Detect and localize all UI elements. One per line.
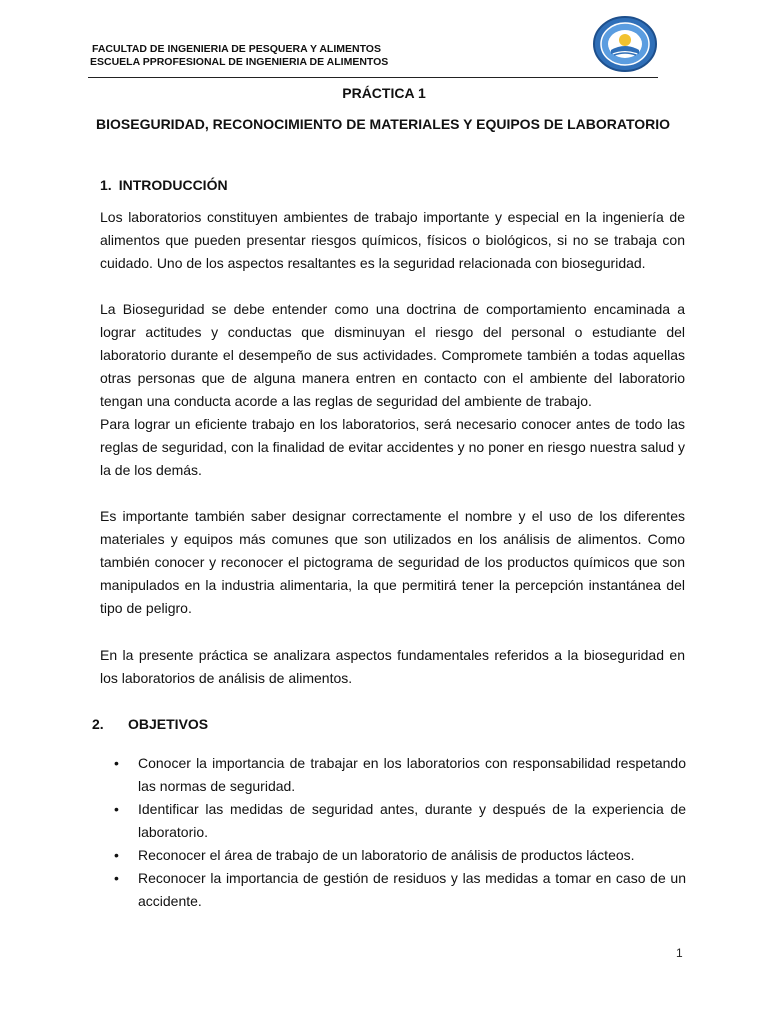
- header-divider: [88, 77, 658, 78]
- university-logo: [590, 14, 660, 74]
- intro-paragraph: Los laboratorios constituyen ambientes de trabajo importante y especial en la ingeniería de alimentos que pueden presentar riesgos químicos, físicos o biológicos, si no se trabaja con cuidado. Uno de los aspectos resaltantes es la seguridad relacionada con bioseguridad.: [100, 209, 685, 271]
- objectives-list: [110, 752, 686, 913]
- list-item: [110, 798, 686, 844]
- practice-title: PRÁCTICA 1: [342, 85, 426, 101]
- bullet-icon: •: [114, 755, 119, 771]
- list-item: [110, 844, 686, 867]
- section-heading-introduction: [100, 176, 228, 194]
- intro-paragraph: Para lograr un eficiente trabajo en los laboratorios, será necesario conocer antes de todo las reglas de seguridad, con la finalidad de evitar accidentes y no poner en riesgo nuestra salud y la de los demás.: [100, 416, 685, 478]
- section-number: 2.: [92, 716, 104, 732]
- list-item: [110, 867, 686, 913]
- bullet-icon: •: [114, 870, 119, 886]
- intro-paragraph: La Bioseguridad se debe entender como una doctrina de comportamiento encaminada a lograr actitudes y conductas que disminuyan el riesgo del personal o estudiante del laboratorio durante el desempeño de sus actividades. Compromete también a todas aquellas otras personas que de alguna manera entren en contacto con el ambiente del laboratorio tengan una conducta acorde a las reglas de seguridad del ambiente de trabajo.: [100, 301, 685, 409]
- section-title: OBJETIVOS: [128, 716, 209, 732]
- list-item: [110, 752, 686, 798]
- objective-text: Identificar las medidas de seguridad antes, durante y después de la experiencia de laboratorio.: [138, 801, 686, 840]
- section-number: 1.: [100, 177, 112, 193]
- document-header: [92, 43, 388, 69]
- bullet-icon: •: [114, 847, 119, 863]
- objective-text: Conocer la importancia de trabajar en los laboratorios con responsabilidad respetando las normas de seguridad.: [138, 755, 686, 794]
- intro-paragraph: En la presente práctica se analizara aspectos fundamentales referidos a la bioseguridad en los laboratorios de análisis de alimentos.: [100, 647, 685, 686]
- header-faculty: FACULTAD DE INGENIERIA DE PESQUERA Y ALIMENTOS: [92, 43, 381, 55]
- page-number: 1: [676, 946, 683, 960]
- practice-subtitle: BIOSEGURIDAD, RECONOCIMIENTO DE MATERIALES Y EQUIPOS DE LABORATORIO: [96, 116, 671, 132]
- section-title: INTRODUCCIÓN: [118, 177, 228, 193]
- objective-text: Reconocer el área de trabajo de un laboratorio de análisis de productos lácteos.: [138, 847, 635, 863]
- section-heading-objectives: [92, 715, 208, 733]
- bullet-icon: •: [114, 801, 119, 817]
- header-school: ESCUELA PPROFESIONAL DE INGENIERIA DE ALIMENTOS: [90, 56, 389, 68]
- intro-paragraph: Es importante también saber designar correctamente el nombre y el uso de los diferentes materiales y equipos más comunes que son utilizados en los análisis de alimentos. Como también conocer y reconocer el pictograma de seguridad de los productos químicos que son manipulados en la industria alimentaria, la que permitirá tener la percepción instantánea del tipo de peligro.: [100, 508, 685, 616]
- objective-text: Reconocer la importancia de gestión de residuos y las medidas a tomar en caso de un accidente.: [138, 870, 686, 909]
